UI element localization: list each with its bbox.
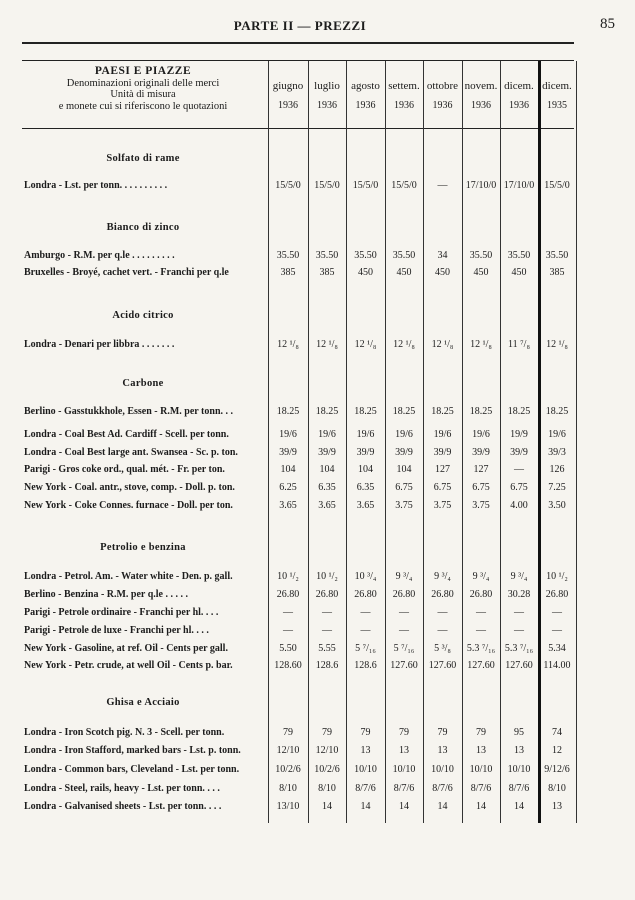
row-label: Londra - Lst. per tonn. . . . . . . . . . (24, 180, 168, 191)
table-cell: — (283, 607, 293, 618)
column-month: agosto (351, 80, 380, 92)
header-title: PARTE II — PREZZI (233, 18, 367, 33)
table-cell: 10 ¹/₂ (546, 571, 568, 582)
table-cell: 15/5/0 (314, 180, 340, 191)
table-cell: 3.75 (433, 500, 452, 511)
column-header (268, 76, 308, 116)
table-cell: — (360, 607, 371, 618)
row-label: Londra - Iron Scotch pig. N. 3 - Scell. per tonn. (24, 727, 225, 738)
section-title: Ghisa e Acciaio (106, 697, 180, 708)
table-cell: 127 (435, 464, 450, 475)
table-cell: 17/10/0 (503, 180, 535, 191)
table-cell: 26.80 (354, 589, 377, 600)
table-cell: 3.50 (548, 500, 566, 511)
column-year: 1935 (547, 100, 567, 111)
label-line: Denominazioni originali delle merci (66, 77, 220, 89)
table-cell: 79 (322, 727, 332, 738)
table-cell: 9/12/6 (544, 764, 570, 775)
table-cell: 79 (283, 727, 293, 738)
column-header (500, 76, 538, 116)
table-cell: 13 (552, 801, 562, 812)
column-header (423, 76, 462, 116)
table-cell: 35.50 (315, 250, 339, 261)
table-cell: 127 (473, 464, 489, 475)
table-cell: 15/5/0 (391, 180, 417, 191)
table-cell: 6.75 (510, 482, 528, 493)
table-cell: 104 (396, 464, 412, 475)
column-year: 1936 (278, 100, 298, 111)
table-cell: — (437, 607, 448, 618)
table-cell: 8/10 (279, 783, 297, 794)
table-cell: 14 (399, 801, 409, 812)
table-cell: 15/5/0 (275, 180, 301, 191)
table-cell: 128.6 (315, 660, 339, 671)
table-cell: 127.60 (428, 660, 457, 671)
table-cell: 30.28 (507, 589, 531, 600)
table-cell: 12 ¹/₈ (316, 339, 338, 350)
table-cell: 127.60 (505, 660, 533, 671)
table-cell: — (322, 625, 332, 636)
table-cell: 5.55 (318, 643, 336, 654)
table-cell: 7.25 (548, 482, 566, 493)
table-cell: — (437, 180, 448, 191)
table-cell: 10/10 (469, 764, 493, 775)
table-cell: 5.3 ⁷/₁₆ (466, 643, 496, 654)
table-row (0, 764, 635, 780)
column-year: 1936 (355, 100, 376, 111)
table-row (0, 660, 635, 676)
table-cell: 10 ¹/₂ (316, 571, 338, 582)
table-cell: 35.50 (507, 250, 531, 261)
table-cell: 26.80 (545, 589, 569, 600)
table-row (0, 643, 635, 659)
table-cell: 8/10 (318, 783, 336, 794)
table-cell: 26.80 (315, 589, 339, 600)
table-row (0, 180, 635, 196)
table-cell: 104 (280, 464, 296, 475)
column-year: 1936 (317, 100, 337, 111)
row-label: New York - Coke Connes. furnace - Doll. per ton. (24, 500, 233, 511)
table-row (0, 267, 635, 283)
label-line: e monete cui si riferiscono le quotazioni (58, 100, 228, 112)
table-cell: — (514, 607, 524, 618)
table-top-rule (22, 42, 574, 44)
table-cell: 9 ³/₄ (434, 571, 451, 582)
table-cell: 18.25 (545, 406, 569, 417)
table-cell: 14 (476, 801, 486, 812)
table-cell: 5 ⁷/₁₆ (393, 643, 415, 654)
table-cell: 10 ³/₄ (354, 571, 377, 582)
section-title: Petrolio e benzina (100, 542, 186, 553)
table-cell: 15/5/0 (544, 180, 570, 191)
table-cell: 8/10 (548, 783, 566, 794)
table-cell: 18.25 (354, 406, 377, 417)
table-cell: 13 (514, 745, 524, 756)
table-cell: 3.65 (356, 500, 375, 511)
table-cell: 15/5/0 (352, 180, 379, 191)
table-header-rule (22, 128, 574, 129)
table-cell: 6.35 (318, 482, 336, 493)
table-cell: 8/7/6 (393, 783, 415, 794)
table-cell: 39/9 (433, 447, 452, 458)
table-cell: 3.75 (472, 500, 490, 511)
table-cell: 13 (437, 745, 448, 756)
table-cell: — (552, 607, 562, 618)
table-cell: 127.60 (390, 660, 418, 671)
row-label: Londra - Steel, rails, heavy - Lst. per tonn. . . . (24, 783, 220, 794)
table-cell: 11 ⁷/₈ (508, 339, 530, 350)
table-cell: — (476, 607, 486, 618)
table-cell: 19/6 (472, 429, 490, 440)
table-cell: 126 (549, 464, 565, 475)
table-cell: 128.6 (354, 660, 377, 671)
table-cell: 19/6 (318, 429, 336, 440)
table-cell: 12 ¹/₈ (546, 339, 568, 350)
label-line: Unità di misura (110, 89, 176, 100)
table-cell: — (476, 625, 486, 636)
table-cell: 13 (399, 745, 409, 756)
table-cell: 17/10/0 (465, 180, 497, 191)
row-label: Amburgo - R.M. per q.le . . . . . . . . . (24, 250, 175, 261)
table-row (0, 801, 635, 817)
page-number: 85 (600, 16, 615, 32)
table-cell: 26.80 (392, 589, 416, 600)
table-cell: 79 (399, 727, 409, 738)
row-label: Parigi - Gros coke ord., qual. mét. - Fr. per ton. (24, 464, 225, 475)
table-cell: 39/9 (318, 447, 336, 458)
table-cell: 39/9 (279, 447, 297, 458)
table-cell: 10/2/6 (275, 764, 301, 775)
table-cell: 18.25 (276, 406, 300, 417)
table-cell: 114.00 (543, 660, 571, 671)
table-cell: — (283, 625, 293, 636)
table-cell: 18.25 (315, 406, 339, 417)
table-cell: 10/10 (507, 764, 531, 775)
row-label: Berlino - Benzina - R.M. per q.le . . . . . (24, 589, 188, 600)
row-label: Londra - Denari per libbra . . . . . . . (24, 339, 175, 350)
table-row (0, 250, 635, 266)
table-cell: 450 (435, 267, 450, 278)
row-label: Londra - Iron Stafford, marked bars - Lst. p. tonn. (24, 745, 241, 756)
table-cell: 450 (473, 267, 489, 278)
table-row (0, 339, 635, 355)
table-cell: 12 ¹/₈ (470, 339, 492, 350)
column-year: 1936 (394, 100, 414, 111)
table-cell: 12 ¹/₈ (354, 339, 377, 350)
table-cell: 5 ⁷/₁₆ (355, 643, 376, 654)
column-year: 1936 (432, 100, 453, 111)
table-cell: 19/9 (510, 429, 528, 440)
table-cell: 35.50 (545, 250, 569, 261)
row-label: Berlino - Gasstukkhole, Essen - R.M. per tonn. . . (24, 406, 234, 417)
table-cell: 8/7/6 (508, 783, 530, 794)
column-header (308, 76, 346, 116)
column-label-header (22, 66, 264, 112)
table-cell: 5.34 (548, 643, 566, 654)
row-label: Parigi - Petrole ordinaire - Franchi per hl. . . . (24, 607, 219, 618)
column-month: novem. (464, 80, 498, 92)
table-cell: 19/6 (395, 429, 413, 440)
table-cell: 35.50 (276, 250, 300, 261)
table-row (0, 589, 635, 605)
row-label: Londra - Coal Best Ad. Cardiff - Scell. per tonn. (24, 429, 229, 440)
table-cell: 3.75 (395, 500, 413, 511)
table-cell: 19/6 (356, 429, 375, 440)
table-top-rule-inner (22, 60, 574, 61)
row-label: Londra - Coal Best large ant. Swansea - Sc. p. ton. (24, 447, 238, 458)
table-cell: 14 (514, 801, 524, 812)
table-cell: 26.80 (276, 589, 300, 600)
column-month: dicem. (542, 80, 572, 92)
table-cell: 104 (319, 464, 335, 475)
table-cell: 39/9 (356, 447, 375, 458)
column-month: ottobre (426, 80, 459, 92)
table-cell: 10/10 (354, 764, 377, 775)
table-cell: 39/9 (395, 447, 413, 458)
table-cell: 12/10 (315, 745, 339, 756)
table-cell: 19/6 (433, 429, 452, 440)
table-cell: 26.80 (431, 589, 454, 600)
label-line: PAESI E PIAZZE (94, 65, 192, 77)
table-cell: 4.00 (510, 500, 528, 511)
table-cell: 18.25 (507, 406, 531, 417)
table-row (0, 464, 635, 480)
table-cell: 35.50 (392, 250, 416, 261)
table-row (0, 727, 635, 743)
table-cell: 385 (549, 267, 565, 278)
table-cell: 79 (476, 727, 486, 738)
column-month: dicem. (504, 80, 534, 92)
table-cell: 35.50 (469, 250, 493, 261)
column-month: settem. (388, 80, 420, 92)
table-cell: — (552, 625, 562, 636)
column-year: 1936 (471, 100, 491, 111)
table-cell: 10/10 (392, 764, 416, 775)
table-cell: 18.25 (392, 406, 416, 417)
table-cell: 26.80 (469, 589, 493, 600)
section-title: Solfato di rame (106, 153, 180, 164)
table-cell: 9 ³/₄ (472, 571, 490, 582)
table-cell: 18.25 (431, 406, 454, 417)
row-label: Londra - Galvanised sheets - Lst. per tonn. . . . (24, 801, 222, 812)
table-cell: 128.60 (274, 660, 302, 671)
table-cell: 10 ¹/₂ (277, 571, 299, 582)
table-cell: 6.25 (279, 482, 297, 493)
table-row (0, 625, 635, 641)
table-row (0, 447, 635, 463)
table-cell: 95 (514, 727, 524, 738)
table-cell: 14 (322, 801, 332, 812)
table-cell: 13/10 (276, 801, 300, 812)
table-row (0, 745, 635, 761)
table-cell: 6.35 (356, 482, 375, 493)
table-cell: 6.75 (433, 482, 452, 493)
table-cell: 18.25 (469, 406, 493, 417)
column-header (385, 76, 423, 116)
table-cell: 9 ³/₄ (510, 571, 528, 582)
table-cell: 6.75 (472, 482, 490, 493)
table-cell: 12 (552, 745, 562, 756)
table-cell: 19/6 (548, 429, 566, 440)
row-label: Parigi - Petrole de luxe - Franchi per hl. . . . (24, 625, 209, 636)
table-row (0, 429, 635, 445)
table-cell: 10/10 (431, 764, 454, 775)
table-cell: 12 ¹/₈ (277, 339, 299, 350)
table-cell: 12 ¹/₈ (431, 339, 454, 350)
table-cell: — (399, 625, 409, 636)
table-cell: 79 (437, 727, 448, 738)
table-cell: 385 (280, 267, 296, 278)
column-year: 1936 (509, 100, 529, 111)
table-row (0, 406, 635, 422)
column-header (538, 76, 576, 116)
table-cell: 3.65 (279, 500, 297, 511)
column-month: giugno (272, 80, 304, 92)
table-cell: 3.65 (318, 500, 336, 511)
section-title: Bianco di zinco (106, 222, 180, 233)
table-cell: — (514, 464, 524, 475)
table-cell: 79 (360, 727, 371, 738)
table-cell: — (514, 625, 524, 636)
page-header (20, 16, 615, 38)
table-cell: 19/6 (279, 429, 297, 440)
table-cell: 5.3 ⁷/₁₆ (504, 643, 534, 654)
table-cell: 5.50 (279, 643, 297, 654)
table-cell: 8/7/6 (355, 783, 376, 794)
row-label: New York - Coal. antr., stove, comp. - Doll. p. ton. (24, 482, 235, 493)
table-cell: — (399, 607, 409, 618)
row-label: Londra - Common bars, Cleveland - Lst. per tonn. (24, 764, 240, 775)
row-label: Londra - Petrol. Am. - Water white - Den. p. gall. (24, 571, 233, 582)
table-cell: 10/2/6 (314, 764, 340, 775)
table-cell: 39/3 (548, 447, 566, 458)
row-label: Bruxelles - Broyé, cachet vert. - Franchi per q.le (24, 267, 229, 278)
table-cell: 34 (437, 250, 448, 261)
table-cell: 39/9 (472, 447, 490, 458)
table-cell: 35.50 (354, 250, 377, 261)
table-cell: 8/7/6 (470, 783, 492, 794)
table-row (0, 482, 635, 498)
table-cell: 127.60 (467, 660, 495, 671)
table-cell: 9 ³/₄ (395, 571, 413, 582)
table-cell: 74 (552, 727, 562, 738)
table-cell: — (322, 607, 332, 618)
table-cell: 6.75 (395, 482, 413, 493)
table-cell: 14 (360, 801, 371, 812)
table-cell: 39/9 (510, 447, 528, 458)
table-cell: 450 (511, 267, 527, 278)
row-label: New York - Petr. crude, at well Oil - Cents p. bar. (24, 660, 233, 671)
table-cell: 450 (396, 267, 412, 278)
table-cell: — (360, 625, 371, 636)
table-cell: 14 (437, 801, 448, 812)
column-month: luglio (314, 80, 340, 92)
table-cell: — (437, 625, 448, 636)
table-cell: 13 (360, 745, 371, 756)
section-title: Carbone (122, 378, 164, 389)
table-cell: 104 (358, 464, 373, 475)
table-cell: 12 ¹/₈ (393, 339, 415, 350)
table-cell: 5 ³/₈ (434, 643, 451, 654)
column-header (346, 76, 385, 116)
table-row (0, 500, 635, 516)
table-row (0, 571, 635, 587)
table-cell: 13 (476, 745, 486, 756)
section-title: Acido citrico (112, 310, 174, 321)
table-row (0, 607, 635, 623)
table-row (0, 783, 635, 799)
column-header (462, 76, 500, 116)
row-label: New York - Gasoline, at ref. Oil - Cents per gall. (24, 643, 228, 654)
table-cell: 8/7/6 (432, 783, 453, 794)
table-cell: 450 (358, 267, 373, 278)
table-cell: 12/10 (276, 745, 300, 756)
table-cell: 385 (319, 267, 335, 278)
